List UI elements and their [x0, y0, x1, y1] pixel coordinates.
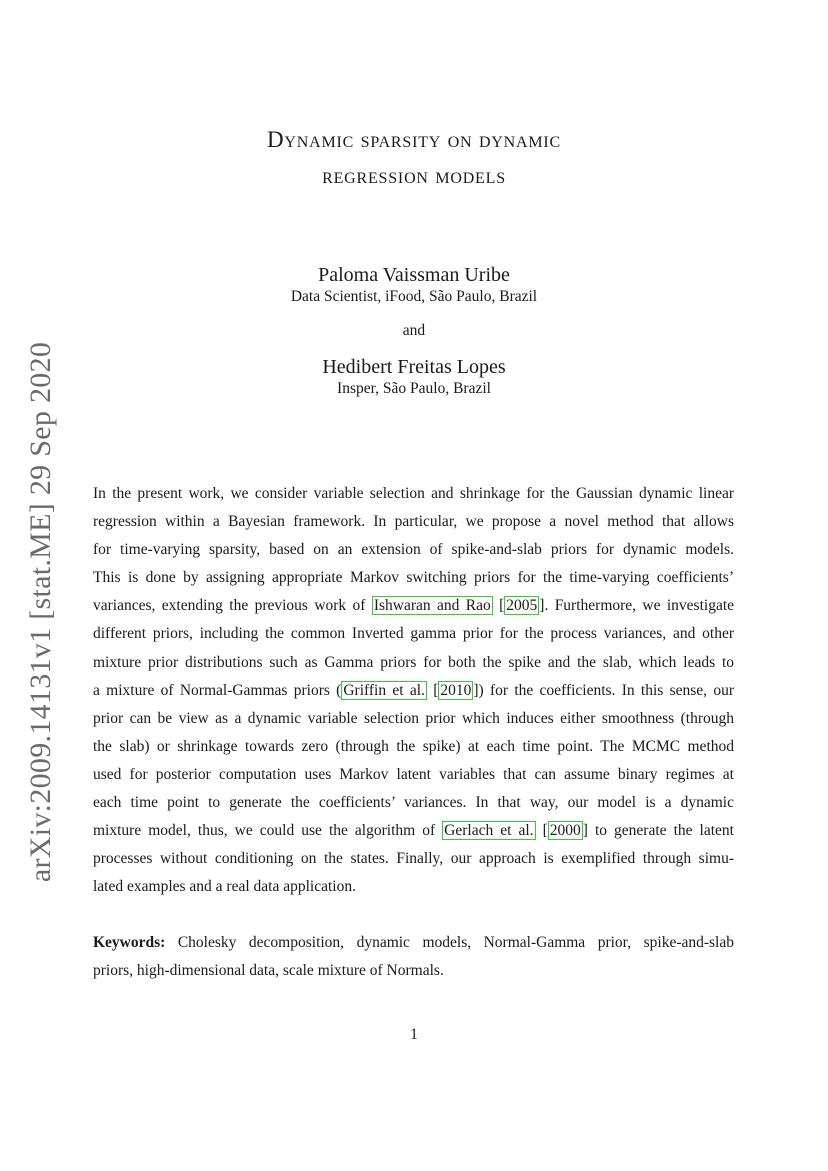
abstract-text: variances, extending the previous work of	[93, 597, 372, 615]
abstract-text: mixture model, thus, we could use the algorithm of	[93, 822, 443, 840]
abstract	[93, 480, 734, 901]
author-2-affiliation: Insper, São Paulo, Brazil	[337, 380, 491, 397]
citation-year-link-2010[interactable]: 2010	[440, 681, 472, 699]
abstract-line: different priors, including the common Inverted gamma prior for the process variances, and other	[93, 625, 734, 643]
author-separator: and	[402, 322, 426, 339]
citation-bracket: [	[426, 681, 439, 699]
abstract-line: the slab) or shrinkage towards zero (through the spike) at each time point. The MCMC method	[93, 737, 734, 755]
keywords-label: Keywords:	[93, 934, 166, 951]
page-number: 1	[410, 1026, 418, 1043]
keywords-line: priors, high-dimensional data, scale mixture of Normals.	[93, 962, 444, 980]
keywords-line	[93, 929, 734, 957]
abstract-line: mixture prior distributions such as Gamma priors for both the spike and the slab, which leads to	[93, 653, 734, 671]
abstract-line	[93, 817, 734, 845]
author-1-affiliation: Data Scientist, iFood, São Paulo, Brazil	[290, 288, 538, 305]
abstract-line: In the present work, we consider variable selection and shrinkage for the Gaussian dynamic linear	[93, 485, 734, 502]
citation-year-link-2005[interactable]: 2005	[506, 597, 538, 615]
abstract-text: a mixture of Normal-Gammas priors (	[93, 681, 342, 699]
author-2	[0, 355, 828, 399]
keywords-text: Cholesky decomposition, dynamic models, Normal-Gamma prior, spike-and-slab	[165, 934, 734, 951]
abstract-line: prior can be view as a dynamic variable selection prior which induces either smoothness (through	[93, 709, 734, 727]
abstract-line: each time point to generate the coefficients’ variances. In that way, our model is a dynamic	[93, 794, 734, 812]
abstract-line	[93, 592, 734, 620]
paper-title	[0, 122, 828, 194]
citation-bracket: [	[535, 822, 548, 840]
author-1	[0, 263, 828, 307]
keywords	[93, 929, 734, 985]
abstract-line: processes without conditioning on the states. Finally, our approach is exemplified through simu-	[93, 850, 734, 868]
abstract-line: lated examples and a real data application.	[93, 878, 356, 896]
abstract-line: This is done by assigning appropriate Markov switching priors for the time-varying coefficients’	[93, 569, 734, 587]
citation-link-griffin[interactable]: Griffin et al.	[343, 681, 425, 699]
abstract-line: regression within a Bayesian framework. In particular, we propose a novel method that allows	[93, 513, 734, 531]
author-1-name: Paloma Vaissman Uribe	[318, 264, 510, 286]
abstract-line: used for posterior computation uses Markov latent variables that can assume binary regimes at	[93, 765, 734, 783]
author-2-name: Hedibert Freitas Lopes	[322, 356, 506, 378]
citation-year-link-2000[interactable]: 2000	[549, 822, 581, 840]
title-line-2: regression models	[322, 163, 506, 188]
citation-bracket: [	[492, 597, 505, 615]
abstract-line	[93, 677, 734, 705]
arxiv-identifier-stamp: arXiv:2009.14131v1 [stat.ME] 29 Sep 2020	[24, 341, 57, 883]
abstract-line: for time-varying sparsity, based on an extension of spike-and-slab priors for dynamic models.	[93, 541, 734, 559]
title-line-1: Dynamic sparsity on dynamic	[266, 127, 561, 152]
abstract-text: ]. Furthermore, we investigate	[539, 597, 735, 615]
citation-link-ishwaran-rao[interactable]: Ishwaran and Rao	[373, 597, 491, 615]
citation-link-gerlach[interactable]: Gerlach et al.	[444, 822, 534, 840]
abstract-text: ] to generate the latent	[582, 822, 734, 840]
abstract-text: ]) for the coefficients. In this sense, our	[473, 681, 734, 699]
